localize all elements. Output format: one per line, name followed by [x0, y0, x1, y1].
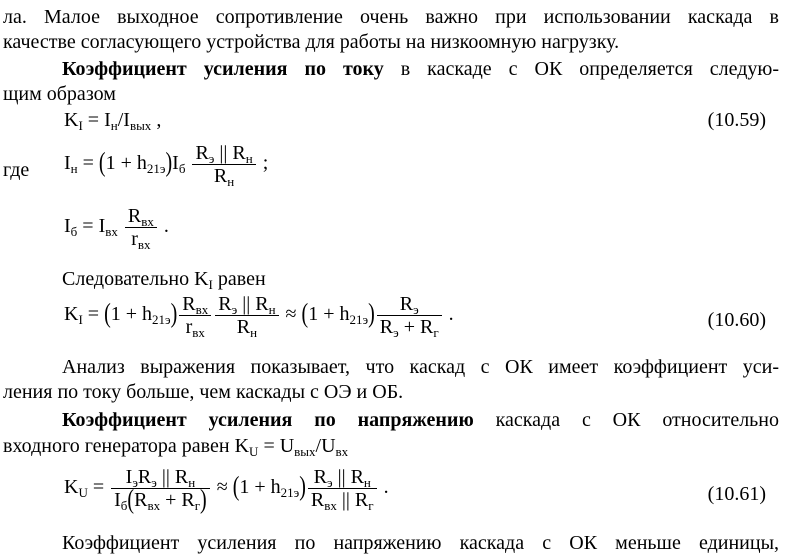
voltage-gain-line-1	[62, 408, 779, 432]
last-line: Коэффициент усиления по напряжению каскада с ОК меньше единицы,	[62, 532, 779, 554]
consequently-text: Следовательно K	[62, 268, 209, 290]
text-line-2: качестве согласующего устройства для работы на низкоомную нагрузку.	[3, 31, 620, 53]
analysis-line-2: ления по току больше, чем каскады с ОЭ и ОБ.	[3, 381, 404, 403]
text-line-3	[62, 57, 779, 81]
text-consequently	[62, 267, 266, 291]
voltage-gain-line-1-rest: каскада с ОК относительно	[473, 409, 779, 431]
equation-10-59: $K_I = I_н/I_{вых}$ ,	[64, 109, 162, 133]
where-label: где	[3, 159, 30, 181]
text-line-1: ла. Малое выходное сопротивление очень важно при использовании каскада в	[3, 6, 779, 28]
equation-number-10-60: (10.60)	[707, 309, 766, 331]
voltage-gain-line-2: входного генератора равен $K_U = U_{вых}/U_{вх}$	[3, 435, 349, 459]
voltage-gain-line-2-text: входного генератора равен	[3, 435, 235, 457]
analysis-line-1: Анализ выражения показывает, что каскад с ОК имеет коэффициент уси-	[62, 356, 779, 378]
term-current-gain: Коэффициент усиления по току	[62, 58, 384, 80]
consequently-sub: I	[208, 277, 213, 292]
equation-number-10-61: (10.61)	[707, 483, 766, 505]
equation-10-61: $K_U$ = $\frac{I_эR_э || R_н}{I_б(R_{вх} + R_г)}$ ≈ $(1 + h_{21э})$ $\frac{R_э || R_н}{R_{вх} || R_г}$ .	[64, 466, 389, 515]
text-line-4: щим образом	[3, 83, 116, 105]
equation-10-60: $K_I = (1 + h_{21э})$ $\frac{R_{вх}}{r_{вх}}$ $\frac{R_э || R_н}{R_н}$ ≈ $(1 + h_{21э})$ $\frac{R_э}{R_э + R_г}$ .	[64, 293, 454, 340]
consequently-end: равен	[212, 268, 266, 290]
term-voltage-gain: Коэффициент усиления по напряжению	[62, 409, 474, 431]
equation-load-current: $I_н = (1 + h_{21э})I_б$ $\frac{R_э || R_н}{R_н}$ ;	[64, 142, 269, 189]
text-line-3-rest: в каскаде с ОК определяется следую-	[383, 58, 779, 80]
equation-base-current: $I_б = I_{вх}$ $\frac{R_{вх}}{r_{вх}}$ .	[64, 205, 169, 252]
equation-number-10-59: (10.59)	[707, 109, 766, 131]
